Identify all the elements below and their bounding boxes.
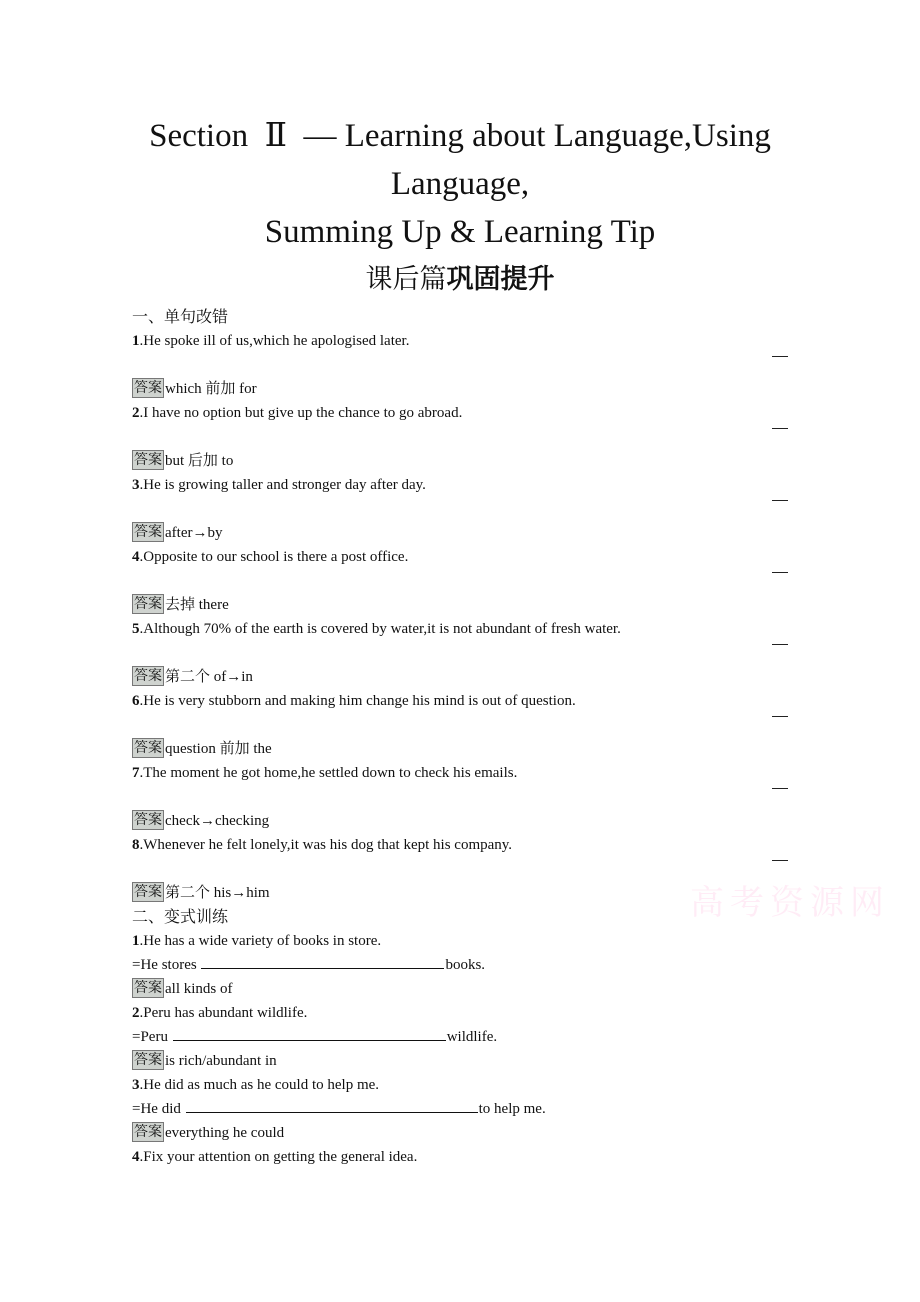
answer-badge: 答案: [134, 596, 162, 612]
answer-badge: 答案: [134, 812, 162, 828]
question-number: 2: [132, 405, 140, 421]
rewrite-suffix: wildlife.: [446, 1029, 498, 1045]
answer-text: 去掉 there: [165, 597, 229, 613]
rewrite-line: [132, 1025, 792, 1049]
question-text: .Fix your attention on getting the general idea.: [139, 1149, 418, 1165]
rewrite-suffix: to help me.: [478, 1101, 546, 1117]
question-line: [132, 689, 792, 713]
document-title: [0, 112, 920, 304]
rewrite-line: [132, 953, 792, 977]
question-line: [132, 833, 792, 857]
question-text: .He has a wide variety of books in store.: [139, 933, 382, 949]
answer-text: but 后加 to: [165, 453, 234, 469]
answer-line: [132, 377, 792, 401]
dash-mark: [772, 644, 788, 645]
answer-badge: 答案: [134, 668, 162, 684]
title-subtitle-bold: 巩固提升: [446, 264, 555, 295]
title-line-2: Language,: [390, 166, 530, 202]
answer-text: 第二个 of→in: [165, 669, 253, 685]
answer-badge: 答案: [134, 1124, 162, 1140]
answer-gap: [132, 497, 792, 521]
question-text: .He is growing taller and stronger day after day.: [139, 477, 426, 493]
answer-line: [132, 809, 792, 833]
section-heading: 一、单句改错: [132, 307, 229, 326]
question-text: .He is very stubborn and making him change his mind is out of question.: [139, 693, 576, 709]
dash-mark: [772, 500, 788, 501]
answer-badge: 答案: [134, 380, 162, 396]
exercise-content: [132, 305, 792, 1169]
answer-badge: 答案: [134, 884, 162, 900]
rewrite-prefix: =He stores: [132, 957, 201, 973]
question-number: 8: [132, 837, 140, 853]
answer-line: [132, 665, 792, 689]
answer-badge: 答案: [134, 740, 162, 756]
question-number: 7: [132, 765, 140, 781]
question-number: 1: [132, 333, 140, 349]
rewrite-line: [132, 1097, 792, 1121]
title-line-4: [0, 256, 920, 304]
question-number: 4: [132, 1149, 140, 1165]
rewrite-prefix: =Peru: [132, 1029, 172, 1045]
question-line: [132, 545, 792, 569]
answer-text: question 前加 the: [165, 741, 272, 757]
dash-mark: [772, 788, 788, 789]
question-text: .Although 70% of the earth is covered by water,it is not abundant of fresh water.: [139, 621, 621, 637]
answer-line: [132, 449, 792, 473]
question-number: 3: [132, 477, 140, 493]
fill-blank[interactable]: [201, 953, 444, 969]
dash-mark: [772, 860, 788, 861]
question-line: [132, 1001, 792, 1025]
answer-text: after→by: [165, 525, 223, 541]
question-text: .Opposite to our school is there a post office.: [139, 549, 409, 565]
question-line: [132, 929, 792, 953]
answer-badge: 答案: [134, 524, 162, 540]
fill-blank[interactable]: [173, 1025, 446, 1041]
fill-blank[interactable]: [186, 1097, 478, 1113]
question-line: [132, 1145, 792, 1169]
question-line: [132, 1073, 792, 1097]
answer-badge: 答案: [134, 980, 162, 996]
question-number: 6: [132, 693, 140, 709]
question-text: .He spoke ill of us,which he apologised later.: [139, 333, 410, 349]
answer-gap: [132, 785, 792, 809]
answer-text: check→checking: [165, 813, 270, 829]
dash-mark: [772, 572, 788, 573]
question-text: .Whenever he felt lonely,it was his dog that kept his company.: [139, 837, 513, 853]
question-number: 5: [132, 621, 140, 637]
question-number: 3: [132, 1077, 140, 1093]
rewrite-suffix: books.: [445, 957, 486, 973]
dash-mark: [772, 716, 788, 717]
answer-text: all kinds of: [165, 981, 233, 997]
answer-badge: 答案: [134, 452, 162, 468]
answer-gap: [132, 857, 792, 881]
answer-line: [132, 593, 792, 617]
answer-line: [132, 1121, 792, 1145]
answer-text: 第二个 his→him: [165, 885, 270, 901]
answer-line: [132, 977, 792, 1001]
section-heading: 二、变式训练: [132, 907, 229, 926]
question-number: 1: [132, 933, 140, 949]
answer-gap: [132, 353, 792, 377]
question-number: 4: [132, 549, 140, 565]
answer-line: [132, 521, 792, 545]
dash-mark: [772, 356, 788, 357]
answer-gap: [132, 569, 792, 593]
title-line-3: Summing Up & Learning Tip: [264, 214, 656, 250]
title-line-1: Section Ⅱ — Learning about Language,Using: [149, 118, 771, 154]
answer-line: [132, 737, 792, 761]
watermark: 高考资源网: [690, 883, 890, 923]
question-line: [132, 401, 792, 425]
answer-gap: [132, 425, 792, 449]
question-line: [132, 473, 792, 497]
answer-line: [132, 1049, 792, 1073]
answer-text: is rich/abundant in: [165, 1053, 277, 1069]
dash-mark: [772, 428, 788, 429]
answer-badge: 答案: [134, 1052, 162, 1068]
question-text: .The moment he got home,he settled down to check his emails.: [139, 765, 518, 781]
question-line: [132, 329, 792, 353]
question-number: 2: [132, 1005, 140, 1021]
question-text: .Peru has abundant wildlife.: [139, 1005, 308, 1021]
question-line: [132, 617, 792, 641]
answer-gap: [132, 641, 792, 665]
answer-text: which 前加 for: [165, 381, 257, 397]
question-line: [132, 761, 792, 785]
answer-line: [132, 881, 792, 905]
answer-text: everything he could: [165, 1125, 285, 1141]
rewrite-prefix: =He did: [132, 1101, 185, 1117]
question-text: .I have no option but give up the chance to go abroad.: [139, 405, 463, 421]
question-text: .He did as much as he could to help me.: [139, 1077, 380, 1093]
title-subtitle-normal: 课后篇: [365, 264, 447, 295]
answer-gap: [132, 713, 792, 737]
